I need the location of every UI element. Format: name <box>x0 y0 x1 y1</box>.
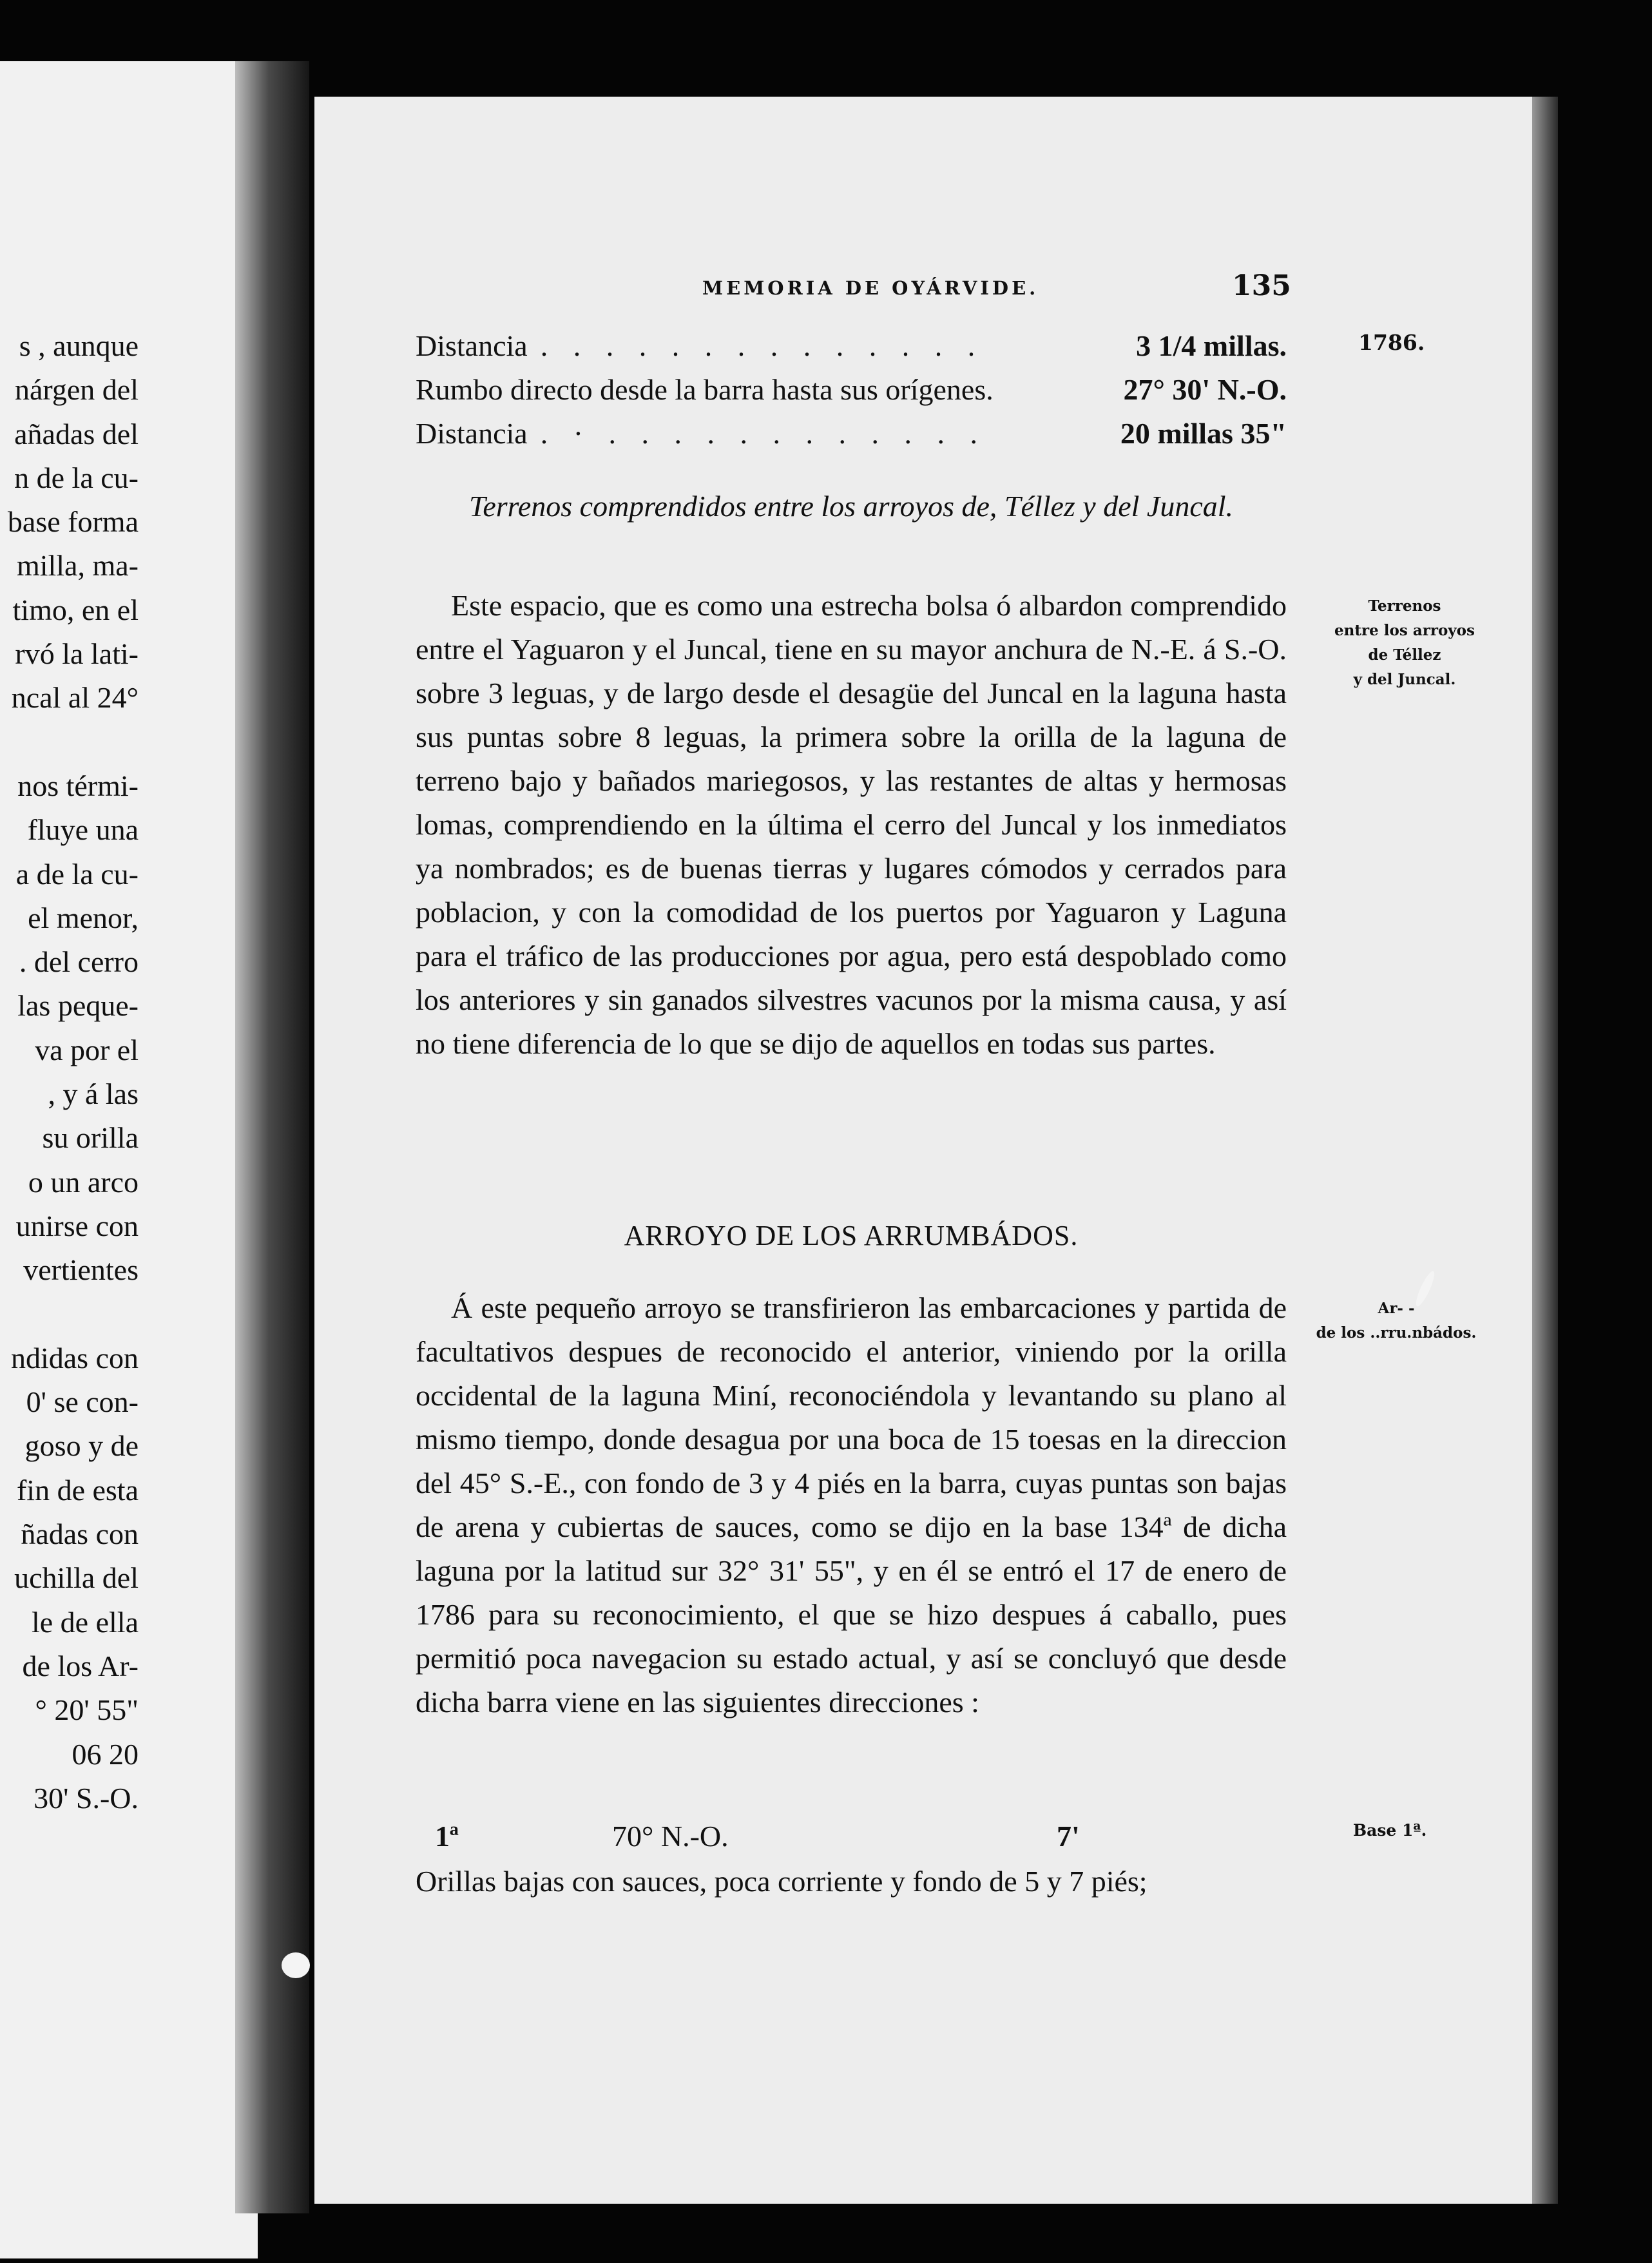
left-page-line: uchilla del <box>14 1561 139 1595</box>
margin-note-arroyo <box>1296 1296 1496 1345</box>
distance-value: 20 millas 35" <box>1120 417 1287 450</box>
left-page-line: rvó la lati- <box>15 637 139 671</box>
left-page-line: o un arco <box>28 1165 139 1199</box>
margin-note-base: Base 1ª. <box>1353 1821 1427 1840</box>
text-line: Orillas bajas con sauces, poca corriente y fondo de 5 y 7 piés; <box>416 1865 1148 1898</box>
distance-row <box>416 368 1287 412</box>
margin-note-terrenos <box>1314 594 1495 692</box>
margin-line: de Téllez <box>1368 646 1441 664</box>
left-page-line: fin de esta <box>16 1473 139 1507</box>
margin-year: 1786. <box>1358 330 1425 355</box>
paragraph-text: Á este pequeño arroyo se transfirieron las embarcaciones y partida de facultativos despues de reconocido el anterior, viniendo por la orilla occidental de la laguna Miní, reconociéndola y levantando su plano al mismo tiempo, donde desagua por una boca de 15 toesas en la direccion del 45° S.-E., con fondo de 3 y 4 piés en la barra, cuyas puntas son bajas de arena y cubiertas de sauces, como se dijo en la base 134ª de dicha laguna por la latitud sur 32° 31' 55", y en él se entró el 17 de enero de 1786 para su reconocimiento, el que se hizo despues á caballo, pues permitió poca navegacion su estado actual, y así se concluyó que desde dicha barra viene en las siguientes direcciones : <box>416 1291 1287 1719</box>
left-page-line: timo, en el <box>12 593 139 626</box>
base-number: 1ª <box>435 1820 459 1853</box>
distance-table <box>416 324 1287 456</box>
paragraph <box>416 1286 1287 1724</box>
running-head: MEMORIA DE OYÁRVIDE. <box>702 277 1039 299</box>
left-page-line: nárgen del <box>14 373 139 407</box>
leader-dots: . . . . . . . . . . . . . . <box>540 329 984 362</box>
leader-dots <box>994 368 1124 412</box>
left-page-line: 30' S.-O. <box>34 1781 139 1815</box>
paper-speck <box>282 1952 310 1978</box>
left-page-line: ncal al 24° <box>11 681 139 715</box>
distance-value: 3 1/4 millas. <box>1136 329 1287 362</box>
section-title: ARROYO DE LOS ARRUMBÁDOS. <box>624 1220 1079 1251</box>
distance-label: Distancia <box>416 329 528 362</box>
left-page-line <box>0 720 139 764</box>
book-gutter <box>235 61 309 2213</box>
distance-label: Rumbo directo desde la barra hasta sus orígenes. <box>416 373 994 406</box>
left-page-line: . del cerro <box>19 945 139 979</box>
left-page-line: vertientes <box>23 1253 139 1287</box>
left-page-line: le de ella <box>31 1605 139 1639</box>
left-page-line: s , aunque <box>19 329 139 362</box>
distance-value: 27° 30' N.-O. <box>1123 373 1287 406</box>
left-page-line: unirse con <box>15 1209 139 1242</box>
direction-row <box>416 1815 1287 1858</box>
margin-line: entre los arroyos <box>1334 622 1475 639</box>
margin-line: de los ..rru.nbádos. <box>1316 1324 1477 1342</box>
distance-row <box>416 324 1287 368</box>
left-page-line: , y á las <box>48 1077 139 1111</box>
margin-line: Terrenos <box>1368 597 1441 615</box>
left-page-line: de los Ar- <box>22 1649 139 1682</box>
page-edge <box>1532 97 1558 2204</box>
left-page-line: n de la cu- <box>14 461 139 494</box>
left-page-line: 0' se con- <box>26 1385 139 1419</box>
distance-row <box>416 412 1287 456</box>
leader-dots: . · . . . . . . . . . . . . <box>540 417 987 450</box>
page-number: 135 <box>1232 269 1291 302</box>
left-page-line: añadas del <box>14 417 139 450</box>
left-page-line <box>0 1293 139 1336</box>
left-page-line: goso y de <box>24 1429 139 1463</box>
left-page-line: las peque- <box>17 989 139 1023</box>
paragraph <box>416 584 1287 1066</box>
base-direction: 70° N.-O. <box>612 1820 729 1853</box>
left-page-line: va por el <box>35 1033 139 1066</box>
section-title: Terrenos comprendidos entre los arroyos de, Téllez y del Juncal. <box>468 490 1234 523</box>
distance-label: Distancia <box>416 417 528 450</box>
base-distance: 7' <box>1057 1820 1080 1853</box>
left-page-line: a de la cu- <box>15 857 139 891</box>
left-page-line: ° 20' 55" <box>35 1693 139 1727</box>
left-page-line: ñadas con <box>21 1517 139 1551</box>
left-page-line: su orilla <box>42 1121 139 1155</box>
left-page-text <box>0 324 139 1820</box>
left-page-line: 06 20 <box>72 1737 139 1771</box>
margin-line: y del Juncal. <box>1353 671 1456 688</box>
left-page-line: milla, ma- <box>16 549 139 583</box>
left-page-line: nos térmi- <box>17 769 139 802</box>
paragraph-text: Este espacio, que es como una estrecha bolsa ó albardon comprendido entre el Yaguaron y el Juncal, tiene en su mayor anchura de N.-E. á S.-O. sobre 3 leguas, y de largo desde el desagüe del Juncal en la laguna hasta sus puntas sobre 8 leguas, la primera sobre la orilla de la laguna de terreno bajo y bañados mariegosos, y las restantes de altas y hermosas lomas, comprendiendo en la última el cerro del Juncal y los inmediatos ya nombrados; es de buenas tierras y lugares cómodos y cerrados para poblacion, y con la comodidad de los puertos por Yaguaron y Laguna para el tráfico de las producciones por agua, pero está despoblado como los anteriores y sin ganados silvestres vacunos por la misma causa, y así no tiene diferencia de lo que se dijo de aquellos en todas sus partes. <box>416 589 1287 1060</box>
left-page-line: fluye una <box>27 813 139 847</box>
left-page-line: base forma <box>7 505 139 539</box>
left-page-line: el menor, <box>28 901 139 934</box>
left-page-line: ndidas con <box>10 1341 139 1374</box>
margin-line: Ar- - <box>1378 1300 1415 1317</box>
